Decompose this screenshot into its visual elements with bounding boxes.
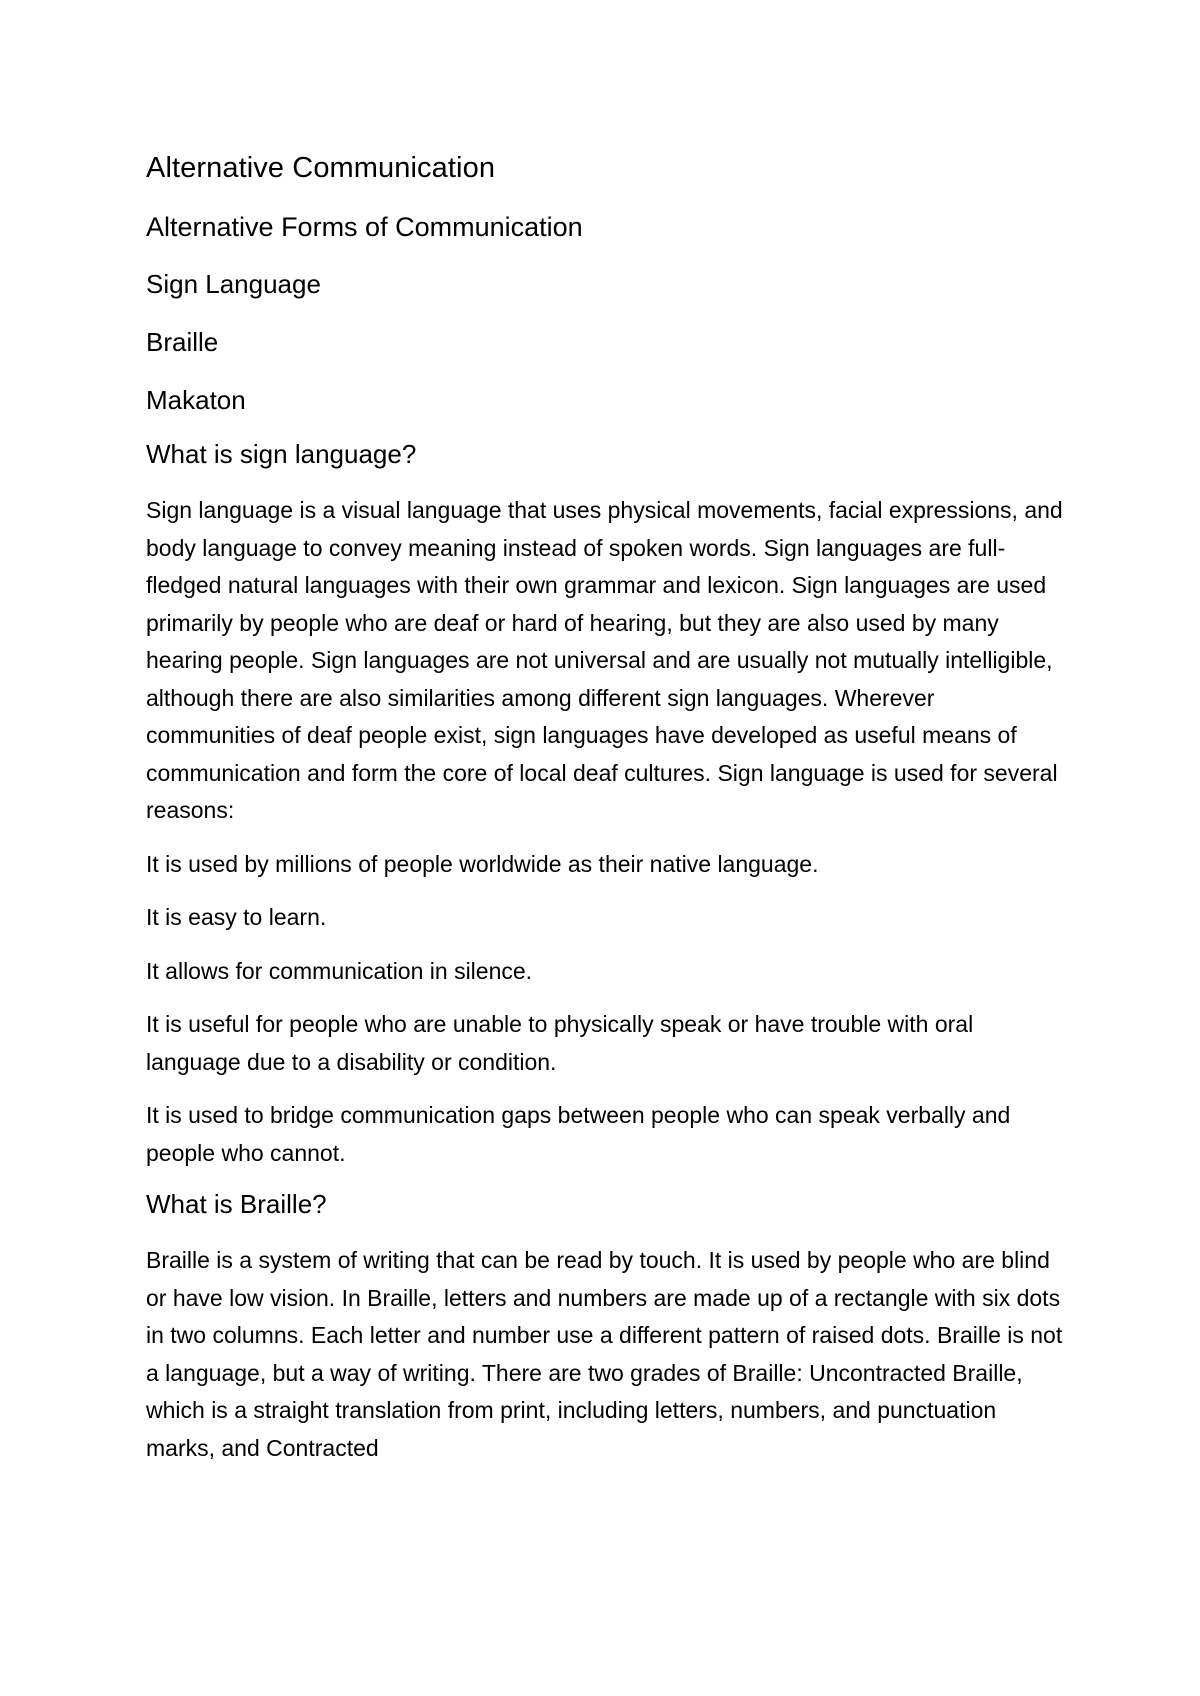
form-item-sign-language: Sign Language xyxy=(146,269,321,299)
form-item-makaton: Makaton xyxy=(146,385,246,415)
braille-paragraph: Braille is a system of writing that can be read by touch. It is used by people who are blind or have low vision. In Braille, letters and numbers are made up of a rectangle with six dots in two columns. Each letter and number use a different pattern of raised dots. Braille is not a language, but a way of writing. There are two grades of Braille: Uncontracted Braille, which is a straight translation from print, including letters, numbers, and punctuation marks, and Contracted xyxy=(146,1247,1063,1461)
document-title: Alternative Communication xyxy=(146,152,496,184)
reason-item: It is used to bridge communication gaps between people who can speak verbally and people who cannot. xyxy=(146,1102,1011,1166)
sign-language-heading: What is sign language? xyxy=(146,439,417,469)
sign-language-paragraph: Sign language is a visual language that uses physical movements, facial expressions, and body language to convey meaning instead of spoken words. Sign languages are full-fledged natural languages with their own grammar and lexicon. Sign languages are used primarily by people who are deaf or hard of hearing, but they are also used by many hearing people. Sign languages are not universal and are usually not mutually intelligible, although there are also similarities among different sign languages. Wherever communities of deaf people exist, sign languages have developed as useful means of communication and form the core of local deaf cultures. Sign language is used for several reasons: xyxy=(146,497,1063,823)
reason-item: It is easy to learn. xyxy=(146,904,327,930)
braille-heading: What is Braille? xyxy=(146,1189,327,1219)
reason-item: It is useful for people who are unable to physically speak or have trouble with oral language due to a disability or condition. xyxy=(146,1011,974,1075)
reason-item: It is used by millions of people worldwide as their native language. xyxy=(146,850,819,877)
section-subtitle: Alternative Forms of Communication xyxy=(146,212,583,242)
reason-item: It allows for communication in silence. xyxy=(146,957,533,984)
form-item-braille: Braille xyxy=(146,327,219,357)
document-body xyxy=(146,150,1066,1467)
